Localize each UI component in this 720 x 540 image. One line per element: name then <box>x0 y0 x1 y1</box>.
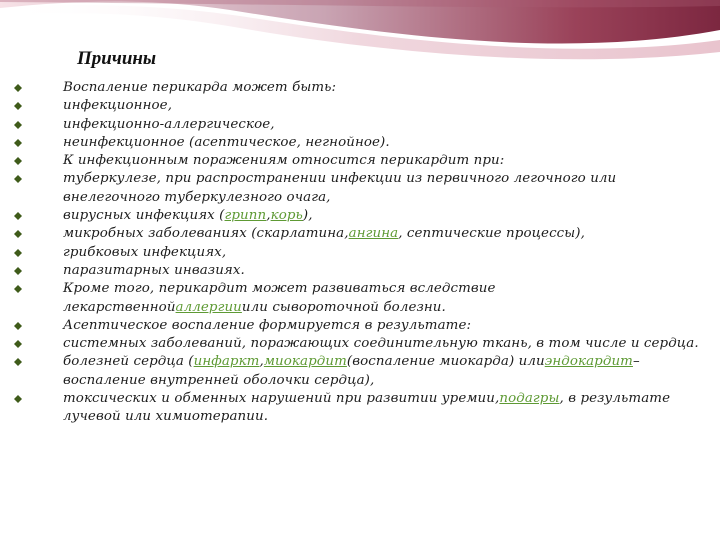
bullet-text: инфекционное, <box>63 98 173 114</box>
bullet-item <box>14 353 704 390</box>
bullet-item <box>14 79 704 97</box>
bullet-diamond-icon <box>14 84 22 92</box>
bullet-diamond-icon <box>14 102 22 110</box>
bullet-text: или сывороточной болезни. <box>241 299 446 315</box>
bullet-text: болезней сердца ( <box>63 354 194 370</box>
bullet-text: микробных заболеваниях (скарлатина, <box>63 226 349 242</box>
bullet-diamond-icon <box>14 212 22 220</box>
bullet-diamond-icon <box>14 175 22 183</box>
bullet-diamond-icon <box>14 395 22 403</box>
bullet-text: неинфекционное (асептическое, негнойное). <box>63 134 390 150</box>
bullet-diamond-icon <box>14 358 22 366</box>
bullet-text: Воспаление перикарда может быть: <box>63 80 337 95</box>
bullet-item <box>14 244 704 262</box>
bullet-text: паразитарных инвазиях. <box>63 262 245 278</box>
bullet-item <box>14 152 704 170</box>
bullet-diamond-icon <box>14 322 22 330</box>
bullet-text: К инфекционным поражениям относится перикардит при: <box>63 153 505 169</box>
bullet-item <box>14 134 704 152</box>
bullet-item <box>14 390 704 427</box>
bullet-text: токсических и обменных нарушений при развитии уремии, <box>63 391 500 407</box>
bullet-text: Асептическое воспаление формируется в результате: <box>63 317 472 333</box>
bullet-text: туберкулезе, при распространении инфекции из первичного легочного или внелегочного туберкулезного очага, <box>63 171 617 205</box>
bullet-item <box>14 97 704 115</box>
bullet-text: вирусных инфекциях ( <box>63 208 225 224</box>
bullet-diamond-icon <box>14 157 22 165</box>
bullet-list <box>14 79 704 427</box>
bullet-diamond-icon <box>14 121 22 129</box>
hyperlink[interactable]: миокардит <box>263 354 347 370</box>
bullet-item <box>14 225 704 243</box>
bullet-item <box>14 170 704 207</box>
bullet-text: , <box>266 208 271 224</box>
bullet-text: , <box>259 354 264 370</box>
bullet-text: , септические процессы), <box>398 226 585 242</box>
hyperlink[interactable]: корь <box>270 208 303 224</box>
bullet-diamond-icon <box>14 230 22 238</box>
hyperlink[interactable]: инфаркт <box>193 354 260 370</box>
bullet-text: ), <box>302 208 313 224</box>
bullet-item <box>14 116 704 134</box>
bullet-item <box>14 280 704 317</box>
bullet-diamond-icon <box>14 139 22 147</box>
hyperlink[interactable]: подагры <box>499 391 560 407</box>
bullet-diamond-icon <box>14 249 22 257</box>
bullet-text: , в результате лучевой или химиотерапии. <box>63 391 671 425</box>
bullet-text: грибковых инфекциях, <box>63 244 227 260</box>
hyperlink[interactable]: грипп <box>224 208 267 224</box>
bullet-text: – воспаление внутренней оболочки сердца), <box>63 354 640 388</box>
bullet-text: инфекционно-аллергическое, <box>63 116 275 132</box>
bullet-item <box>14 262 704 280</box>
bullet-item <box>14 207 704 225</box>
slide-title: Причины <box>77 48 157 69</box>
bullet-diamond-icon <box>14 285 22 293</box>
bullet-item <box>14 335 704 353</box>
bullet-text: системных заболеваний, поражающих соединительную ткань, в том числе и сердца. <box>63 336 699 352</box>
bullet-diamond-icon <box>14 340 22 348</box>
hyperlink[interactable]: аллергии <box>175 299 242 315</box>
bullet-text: (воспаление миокарда) или <box>346 354 545 370</box>
bullet-item <box>14 317 704 335</box>
bullet-text: Кроме того, перикардит может развиваться вследствие лекарственной <box>63 281 496 315</box>
hyperlink[interactable]: эндокардит <box>544 354 633 370</box>
hyperlink[interactable]: ангина <box>348 226 399 242</box>
bullet-diamond-icon <box>14 267 22 275</box>
